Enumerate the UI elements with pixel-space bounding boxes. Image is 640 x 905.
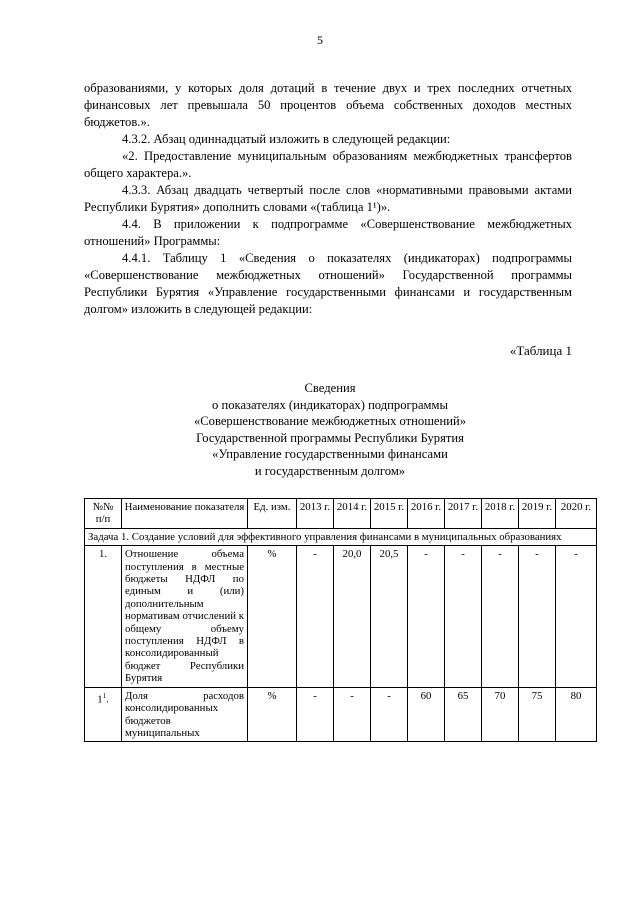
row-2019: - <box>519 546 556 687</box>
caption-line-1: Сведения <box>304 381 356 395</box>
row-2018: 70 <box>482 687 519 742</box>
header-name: Наименование показателя <box>122 499 248 529</box>
header-num: №№ п/п <box>85 499 122 529</box>
task-row <box>85 528 597 545</box>
body-text <box>84 80 572 318</box>
header-2019: 2019 г. <box>519 499 556 529</box>
caption-line-3: «Совершенствование межбюджетных отношений» <box>193 414 467 428</box>
indicators-table <box>84 498 597 742</box>
page-number: 5 <box>317 33 323 47</box>
row-2020: 80 <box>556 687 597 742</box>
paragraph-5: 4.4. В приложении к подпрограмме «Совершенствование межбюджетных отношений» Программы: <box>84 217 572 248</box>
header-2020: 2020 г. <box>556 499 597 529</box>
row-2019: 75 <box>519 687 556 742</box>
caption-line-4: Государственной программы Республики Бурятия <box>196 430 464 445</box>
table-header-row <box>85 499 597 529</box>
row-unit: % <box>248 687 297 742</box>
row-num-main: 1 <box>97 693 103 706</box>
row-2015: - <box>371 687 408 742</box>
table-row <box>85 687 597 742</box>
header-2017: 2017 г. <box>445 499 482 529</box>
header-2013: 2013 г. <box>297 499 334 529</box>
caption-line-6: и государственным долгом» <box>254 463 406 478</box>
table-reference: «Таблица 1 <box>509 343 572 358</box>
row-2018: - <box>482 546 519 687</box>
row-num-superscript: 1 <box>102 691 107 700</box>
row-num-suffix: . <box>106 693 109 706</box>
row-2014: 20,0 <box>334 546 371 687</box>
header-2015: 2015 г. <box>371 499 408 529</box>
row-num <box>85 687 122 742</box>
row-num: 1. <box>85 546 122 687</box>
row-name: Отношение объема поступления в местные бюджеты НДФЛ по единым и (или) дополнительным нормативам отчислений к общему объему поступления НДФЛ в консолидированный бюджет Республики Бурятия <box>122 546 248 687</box>
caption-line-2: о показателях (индикаторах) подпрограммы <box>212 397 448 412</box>
row-2020: - <box>556 546 597 687</box>
task-cell: Задача 1. Создание условий для эффективного управления финансами в муниципальных образованиях <box>85 528 597 545</box>
row-2017: 65 <box>445 687 482 742</box>
row-2013: - <box>297 687 334 742</box>
caption-line-5: «Управление государственными финансами <box>212 447 448 461</box>
paragraph-2: 4.3.2. Абзац одиннадцатый изложить в следующей редакции: <box>122 132 451 146</box>
table-row <box>85 546 597 687</box>
row-2017: - <box>445 546 482 687</box>
paragraph-1: образованиями, у которых доля дотаций в течение двух и трех последних отчетных финансовых лет превышала 50 процентов объема собственных доходов местных бюджетов.». <box>84 81 572 129</box>
row-unit: % <box>248 546 297 687</box>
header-2014: 2014 г. <box>334 499 371 529</box>
row-2014: - <box>334 687 371 742</box>
row-2016: 60 <box>408 687 445 742</box>
header-2016: 2016 г. <box>408 499 445 529</box>
header-2018: 2018 г. <box>482 499 519 529</box>
row-2016: - <box>408 546 445 687</box>
row-name: Доля расходов консолидированных бюджетов муниципальных <box>122 687 248 742</box>
header-unit: Ед. изм. <box>248 499 297 529</box>
row-2015: 20,5 <box>371 546 408 687</box>
paragraph-6: 4.4.1. Таблицу 1 «Сведения о показателях (индикаторах) подпрограммы «Совершенствование межбюджетных отношений» Государственной программы Республики Бурятия «Управление государственными финансами и государственным долгом» изложить в следующей редакции: <box>84 251 572 316</box>
paragraph-3: «2. Предоставление муниципальным образованиям межбюджетных трансфертов общего характера.». <box>84 149 572 180</box>
row-2013: - <box>297 546 334 687</box>
paragraph-4: 4.3.3. Абзац двадцать четвертый после слов «нормативными правовыми актами Республики Бурятия» дополнить словами «(таблица 1¹)». <box>84 183 572 214</box>
table-caption <box>100 380 560 479</box>
